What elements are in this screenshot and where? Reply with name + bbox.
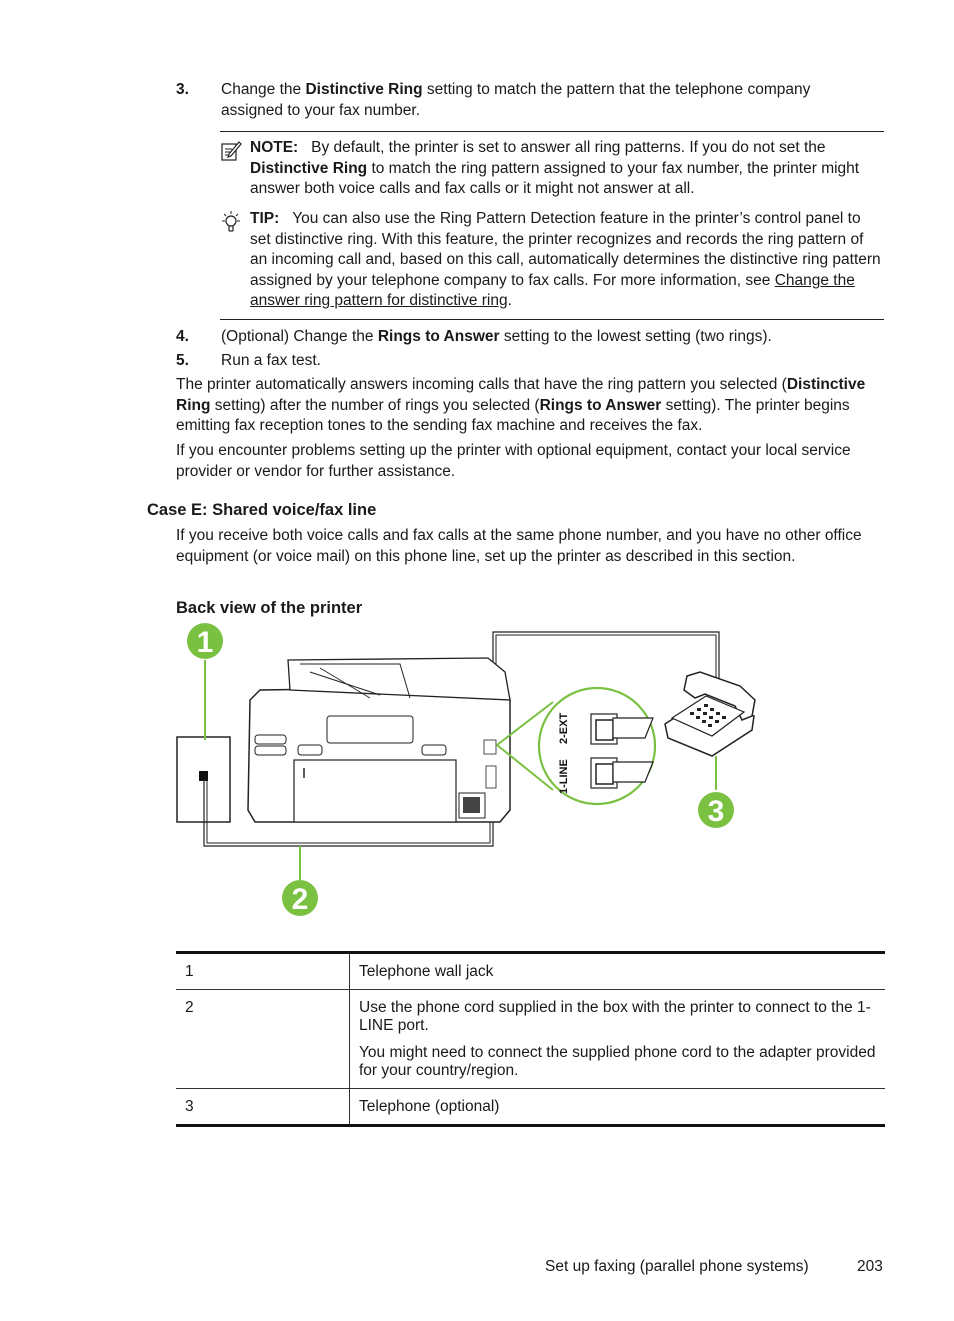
step-text: Change the Distinctive Ring setting to match the pattern that the telephone company assigned to your fax number. bbox=[221, 81, 811, 119]
port-label-ext: 2-EXT bbox=[558, 712, 570, 744]
callout-legend-table bbox=[176, 951, 885, 1127]
legend-description: Telephone (optional) bbox=[359, 1098, 500, 1115]
page-number: 203 bbox=[857, 1258, 883, 1275]
tip-text: TIP: You can also use the Ring Pattern Detection feature in the printer’s control panel to set distinctive ring. With this feature, the printer recognizes and records the ring pattern of an incoming call and, based on this call, automatically determines the distinctive ring pattern assigned by your telephone company to fax calls. For more information, see Change the answer ring pattern for distinctive ring. bbox=[250, 210, 881, 309]
lightbulb-icon bbox=[220, 210, 242, 236]
note-pencil-icon bbox=[220, 140, 242, 162]
footer-section-title: Set up faxing (parallel phone systems) bbox=[545, 1258, 809, 1275]
callout-3 bbox=[698, 792, 734, 828]
table-row bbox=[176, 1089, 885, 1126]
legend-description: Use the phone cord supplied in the box with the printer to connect to the 1-LINE port. You might need to connect the supplied phone cord to the adapter provided for your country/region. bbox=[359, 999, 876, 1079]
section-intro: If you receive both voice calls and fax calls at the same phone number, and you have no other office equipment (or voice mail) on this phone line, set up the printer as described in this section. bbox=[176, 527, 862, 565]
table-row bbox=[176, 990, 885, 1089]
step-number: 4. bbox=[176, 328, 189, 345]
table-row bbox=[176, 953, 885, 990]
note-top-rule bbox=[220, 131, 884, 132]
printer-back-view bbox=[248, 658, 510, 822]
svg-text:2: 2 bbox=[291, 883, 309, 916]
paragraph-problems: If you encounter problems setting up the printer with optional equipment, contact your local service provider or vendor for further assistance. bbox=[176, 442, 851, 480]
paragraph-auto-answer: The printer automatically answers incoming calls that have the ring pattern you selected (Distinctive Ring setting) after the number of rings you selected (Rings to Answer setting). The printer begins emitting fax reception tones to the sending fax machine and receives the fax. bbox=[176, 376, 866, 434]
legend-number: 2 bbox=[176, 990, 350, 1089]
legend-number: 3 bbox=[176, 1089, 350, 1126]
legend-description: Telephone wall jack bbox=[359, 963, 494, 980]
telephone bbox=[665, 672, 755, 756]
note-bottom-rule bbox=[220, 319, 884, 320]
legend-number: 1 bbox=[176, 953, 350, 990]
svg-text:1: 1 bbox=[196, 626, 214, 659]
printer-connection-diagram bbox=[170, 620, 770, 920]
figure-title: Back view of the printer bbox=[176, 599, 363, 617]
step-number: 3. bbox=[176, 81, 189, 98]
callout-2 bbox=[282, 880, 318, 916]
step-number: 5. bbox=[176, 352, 189, 369]
note-text: NOTE: By default, the printer is set to answer all ring patterns. If you do not set the Distinctive Ring to match the ring pattern assigned to your fax number, the printer might answer both voice calls and fax calls or it might not answer at all. bbox=[250, 139, 860, 197]
svg-text:3: 3 bbox=[707, 795, 725, 828]
port-label-line: 1-LINE bbox=[558, 759, 570, 794]
distinctive-ring-link[interactable]: Change the answer ring pattern for distinctive ring bbox=[250, 271, 855, 309]
section-heading: Case E: Shared voice/fax line bbox=[147, 501, 377, 519]
port-callout bbox=[497, 688, 655, 804]
callout-1 bbox=[187, 623, 223, 659]
step-text: (Optional) Change the Rings to Answer setting to the lowest setting (two rings). bbox=[221, 328, 772, 345]
step-text: Run a fax test. bbox=[221, 352, 321, 369]
